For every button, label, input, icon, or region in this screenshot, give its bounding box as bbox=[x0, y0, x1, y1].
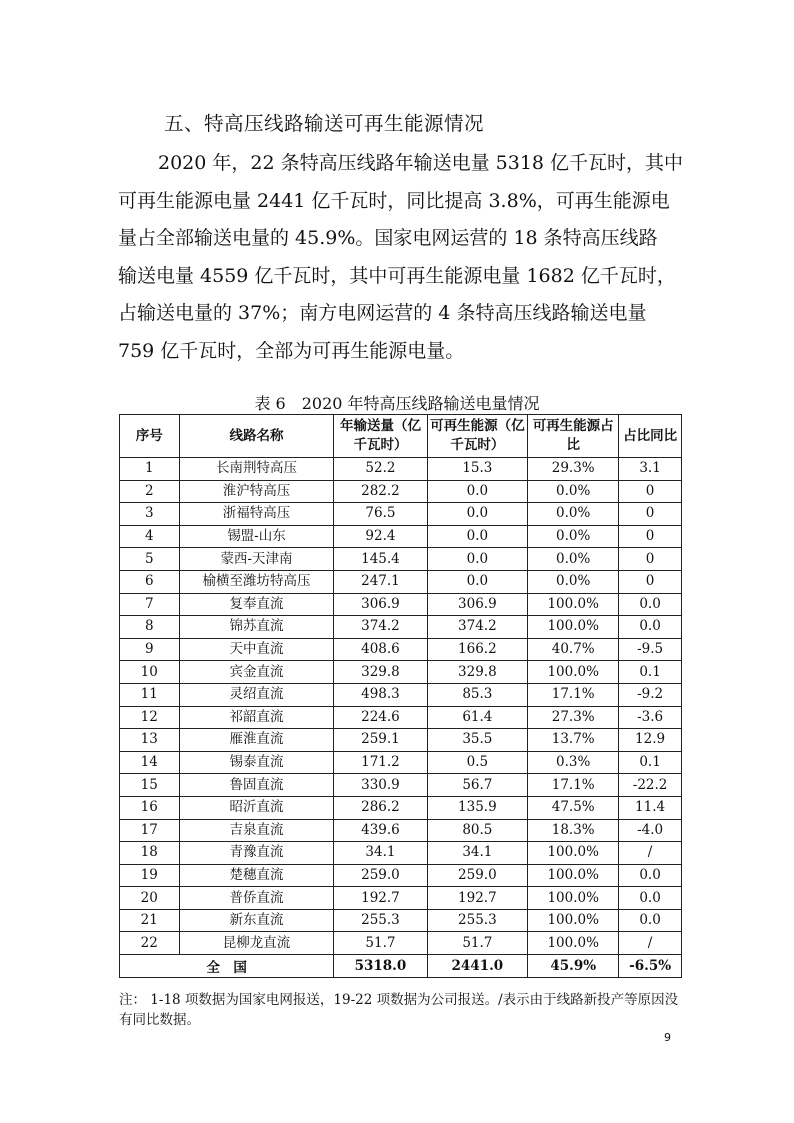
cell-share: 0.0% bbox=[528, 480, 619, 503]
cell-line-name: 新东直流 bbox=[179, 909, 334, 932]
body-paragraph bbox=[118, 145, 684, 370]
cell-line-name: 祁韶直流 bbox=[179, 706, 334, 729]
cell-annual: 52.2 bbox=[334, 458, 427, 481]
header-index: 序号 bbox=[120, 415, 180, 458]
paragraph-line: 可再生能源电量 2441 亿千瓦时，同比提高 3.8%，可再生能源电 bbox=[118, 189, 670, 212]
cell-index: 9 bbox=[120, 638, 180, 661]
cell-line-name: 楚穗直流 bbox=[179, 864, 334, 887]
cell-renewable: 61.4 bbox=[427, 706, 528, 729]
cell-renewable: 0.0 bbox=[427, 503, 528, 526]
table-note: 注： 1-18 项数据为国家电网报送，19-22 项数据为公司报送。/表示由于线路新投产等原因没有同比数据。 bbox=[119, 992, 679, 1028]
table-caption: 表 6 2020 年特高压线路输送电量情况 bbox=[254, 394, 540, 413]
cell-share: 100.0% bbox=[528, 616, 619, 639]
cell-index: 11 bbox=[120, 683, 180, 706]
cell-share: 100.0% bbox=[528, 909, 619, 932]
cell-share: 0.0% bbox=[528, 503, 619, 526]
cell-renewable: 306.9 bbox=[427, 593, 528, 616]
cell-share: 100.0% bbox=[528, 864, 619, 887]
cell-yoy: -3.6 bbox=[619, 706, 682, 729]
cell-renewable: 166.2 bbox=[427, 638, 528, 661]
cell-line-name: 宾金直流 bbox=[179, 661, 334, 684]
cell-line-name: 普侨直流 bbox=[179, 887, 334, 910]
cell-renewable: 255.3 bbox=[427, 909, 528, 932]
cell-renewable: 34.1 bbox=[427, 842, 528, 865]
cell-renewable: 374.2 bbox=[427, 616, 528, 639]
cell-line-name: 榆横至潍坊特高压 bbox=[179, 570, 334, 593]
cell-line-name: 吉泉直流 bbox=[179, 819, 334, 842]
table-row bbox=[120, 706, 682, 729]
table-row bbox=[120, 616, 682, 639]
table-row bbox=[120, 729, 682, 752]
cell-line-name: 天中直流 bbox=[179, 638, 334, 661]
cell-share: 100.0% bbox=[528, 842, 619, 865]
total-label: 全 国 bbox=[120, 955, 334, 978]
cell-share: 0.0% bbox=[528, 570, 619, 593]
cell-annual: 374.2 bbox=[334, 616, 427, 639]
cell-annual: 306.9 bbox=[334, 593, 427, 616]
table-row bbox=[120, 864, 682, 887]
table-row bbox=[120, 909, 682, 932]
cell-yoy: -4.0 bbox=[619, 819, 682, 842]
table-row bbox=[120, 751, 682, 774]
cell-renewable: 51.7 bbox=[427, 932, 528, 955]
table-row bbox=[120, 819, 682, 842]
cell-line-name: 青豫直流 bbox=[179, 842, 334, 865]
cell-yoy: -9.5 bbox=[619, 638, 682, 661]
header-renewable-share: 可再生能源占比 bbox=[528, 415, 619, 458]
cell-annual: 255.3 bbox=[334, 909, 427, 932]
cell-index: 22 bbox=[120, 932, 180, 955]
total-yoy: -6.5% bbox=[619, 955, 682, 978]
total-annual: 5318.0 bbox=[334, 955, 427, 978]
cell-index: 8 bbox=[120, 616, 180, 639]
table-row bbox=[120, 525, 682, 548]
cell-index: 17 bbox=[120, 819, 180, 842]
cell-line-name: 昭沂直流 bbox=[179, 796, 334, 819]
cell-index: 15 bbox=[120, 774, 180, 797]
cell-yoy: 0 bbox=[619, 548, 682, 571]
header-line-name: 线路名称 bbox=[179, 415, 334, 458]
cell-share: 17.1% bbox=[528, 774, 619, 797]
cell-annual: 145.4 bbox=[334, 548, 427, 571]
cell-line-name: 复奉直流 bbox=[179, 593, 334, 616]
header-renewable: 可再生能源（亿千瓦时） bbox=[427, 415, 528, 458]
table-row bbox=[120, 593, 682, 616]
table-row bbox=[120, 796, 682, 819]
cell-index: 5 bbox=[120, 548, 180, 571]
cell-annual: 192.7 bbox=[334, 887, 427, 910]
cell-line-name: 蒙西-天津南 bbox=[179, 548, 334, 571]
paragraph-line: 2020 年，22 条特高压线路年输送电量 5318 亿千瓦时，其中 bbox=[158, 152, 684, 174]
cell-yoy: 0.0 bbox=[619, 593, 682, 616]
cell-annual: 247.1 bbox=[334, 570, 427, 593]
cell-renewable: 15.3 bbox=[427, 458, 528, 481]
cell-yoy: 11.4 bbox=[619, 796, 682, 819]
table-row bbox=[120, 638, 682, 661]
cell-index: 20 bbox=[120, 887, 180, 910]
page-number: 9 bbox=[664, 1031, 671, 1044]
cell-index: 12 bbox=[120, 706, 180, 729]
table-row bbox=[120, 570, 682, 593]
cell-yoy: -9.2 bbox=[619, 683, 682, 706]
cell-annual: 408.6 bbox=[334, 638, 427, 661]
cell-renewable: 0.0 bbox=[427, 570, 528, 593]
cell-annual: 259.1 bbox=[334, 729, 427, 752]
cell-yoy: 0.0 bbox=[619, 909, 682, 932]
paragraph-line: 759 亿千瓦时，全部为可再生能源电量。 bbox=[118, 339, 465, 362]
cell-share: 100.0% bbox=[528, 661, 619, 684]
cell-annual: 51.7 bbox=[334, 932, 427, 955]
paragraph-line: 占输送电量的 37%；南方电网运营的 4 条特高压线路输送电量 bbox=[118, 302, 647, 324]
cell-yoy: 0 bbox=[619, 480, 682, 503]
cell-share: 0.3% bbox=[528, 751, 619, 774]
cell-renewable: 56.7 bbox=[427, 774, 528, 797]
cell-index: 2 bbox=[120, 480, 180, 503]
cell-yoy: 0.1 bbox=[619, 751, 682, 774]
total-renewable: 2441.0 bbox=[427, 955, 528, 978]
cell-annual: 224.6 bbox=[334, 706, 427, 729]
table-row bbox=[120, 458, 682, 481]
table-row bbox=[120, 548, 682, 571]
cell-annual: 76.5 bbox=[334, 503, 427, 526]
cell-annual: 34.1 bbox=[334, 842, 427, 865]
cell-yoy: 0.0 bbox=[619, 887, 682, 910]
cell-yoy: 12.9 bbox=[619, 729, 682, 752]
cell-share: 29.3% bbox=[528, 458, 619, 481]
cell-share: 100.0% bbox=[528, 593, 619, 616]
cell-line-name: 长南荆特高压 bbox=[179, 458, 334, 481]
cell-line-name: 昆柳龙直流 bbox=[179, 932, 334, 955]
cell-line-name: 雁淮直流 bbox=[179, 729, 334, 752]
cell-annual: 259.0 bbox=[334, 864, 427, 887]
table-header-row bbox=[120, 415, 682, 458]
cell-yoy: / bbox=[619, 932, 682, 955]
cell-yoy: 3.1 bbox=[619, 458, 682, 481]
cell-index: 3 bbox=[120, 503, 180, 526]
section-heading: 五、特高压线路输送可再生能源情况 bbox=[164, 112, 485, 135]
cell-share: 13.7% bbox=[528, 729, 619, 752]
cell-yoy: / bbox=[619, 842, 682, 865]
cell-yoy: -22.2 bbox=[619, 774, 682, 797]
cell-annual: 439.6 bbox=[334, 819, 427, 842]
cell-yoy: 0.0 bbox=[619, 616, 682, 639]
cell-renewable: 80.5 bbox=[427, 819, 528, 842]
cell-renewable: 329.8 bbox=[427, 661, 528, 684]
cell-line-name: 灵绍直流 bbox=[179, 683, 334, 706]
table-row bbox=[120, 932, 682, 955]
cell-index: 16 bbox=[120, 796, 180, 819]
table-row bbox=[120, 842, 682, 865]
table-row bbox=[120, 480, 682, 503]
cell-renewable: 35.5 bbox=[427, 729, 528, 752]
cell-index: 6 bbox=[120, 570, 180, 593]
cell-line-name: 锡盟-山东 bbox=[179, 525, 334, 548]
cell-renewable: 85.3 bbox=[427, 683, 528, 706]
cell-yoy: 0.0 bbox=[619, 864, 682, 887]
cell-share: 40.7% bbox=[528, 638, 619, 661]
cell-renewable: 0.0 bbox=[427, 480, 528, 503]
cell-renewable: 0.5 bbox=[427, 751, 528, 774]
table-row bbox=[120, 774, 682, 797]
cell-index: 14 bbox=[120, 751, 180, 774]
table-row bbox=[120, 661, 682, 684]
total-share: 45.9% bbox=[528, 955, 619, 978]
table-total-row bbox=[120, 955, 682, 978]
cell-renewable: 135.9 bbox=[427, 796, 528, 819]
cell-annual: 282.2 bbox=[334, 480, 427, 503]
cell-share: 0.0% bbox=[528, 525, 619, 548]
cell-yoy: 0 bbox=[619, 503, 682, 526]
cell-annual: 329.8 bbox=[334, 661, 427, 684]
cell-yoy: 0 bbox=[619, 570, 682, 593]
cell-index: 10 bbox=[120, 661, 180, 684]
table-row bbox=[120, 503, 682, 526]
cell-annual: 171.2 bbox=[334, 751, 427, 774]
cell-index: 13 bbox=[120, 729, 180, 752]
cell-annual: 330.9 bbox=[334, 774, 427, 797]
cell-annual: 286.2 bbox=[334, 796, 427, 819]
cell-line-name: 锦苏直流 bbox=[179, 616, 334, 639]
cell-renewable: 259.0 bbox=[427, 864, 528, 887]
cell-renewable: 192.7 bbox=[427, 887, 528, 910]
cell-line-name: 鲁固直流 bbox=[179, 774, 334, 797]
cell-yoy: 0 bbox=[619, 525, 682, 548]
cell-line-name: 淮沪特高压 bbox=[179, 480, 334, 503]
cell-index: 21 bbox=[120, 909, 180, 932]
table-row bbox=[120, 887, 682, 910]
cell-share: 18.3% bbox=[528, 819, 619, 842]
cell-index: 4 bbox=[120, 525, 180, 548]
cell-renewable: 0.0 bbox=[427, 525, 528, 548]
header-annual-transmission: 年输送量（亿千瓦时） bbox=[334, 415, 427, 458]
cell-index: 18 bbox=[120, 842, 180, 865]
cell-share: 47.5% bbox=[528, 796, 619, 819]
cell-annual: 92.4 bbox=[334, 525, 427, 548]
cell-share: 27.3% bbox=[528, 706, 619, 729]
cell-index: 7 bbox=[120, 593, 180, 616]
cell-yoy: 0.1 bbox=[619, 661, 682, 684]
cell-index: 19 bbox=[120, 864, 180, 887]
header-share-yoy: 占比同比 bbox=[619, 415, 682, 458]
cell-share: 100.0% bbox=[528, 887, 619, 910]
paragraph-line: 量占全部输送电量的 45.9%。国家电网运营的 18 条特高压线路 bbox=[118, 227, 658, 249]
paragraph-line: 输送电量 4559 亿千瓦时，其中可再生能源电量 1682 亿千瓦时， bbox=[118, 264, 676, 287]
cell-annual: 498.3 bbox=[334, 683, 427, 706]
cell-share: 17.1% bbox=[528, 683, 619, 706]
cell-renewable: 0.0 bbox=[427, 548, 528, 571]
cell-line-name: 浙福特高压 bbox=[179, 503, 334, 526]
transmission-table bbox=[119, 414, 682, 978]
table-row bbox=[120, 683, 682, 706]
cell-share: 0.0% bbox=[528, 548, 619, 571]
cell-index: 1 bbox=[120, 458, 180, 481]
cell-share: 100.0% bbox=[528, 932, 619, 955]
cell-line-name: 锡泰直流 bbox=[179, 751, 334, 774]
